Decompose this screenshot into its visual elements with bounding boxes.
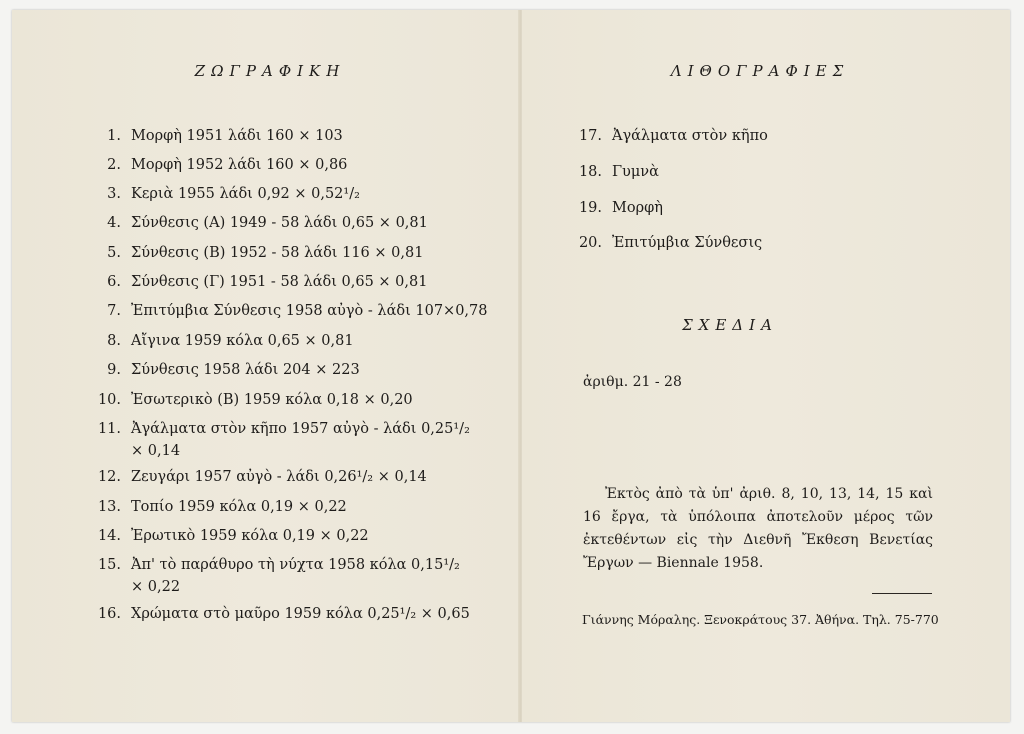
item-text: Ἐπιτύμβια Σύνθεσις [612, 235, 763, 251]
item-text: Κεριὰ 1955 λάδι 0,92 × 0,52¹/₂ [131, 186, 360, 202]
item-number: 15. [97, 557, 121, 573]
item-text: Τοπίο 1959 κόλα 0,19 × 0,22 [131, 499, 347, 515]
right-list-item [578, 232, 763, 254]
item-number: 2. [107, 157, 121, 173]
left-list-item [97, 466, 427, 488]
item-text: Ἀγάλματα στὸν κῆπο 1957 αὐγὸ - λάδι 0,25¹/₂ [131, 421, 470, 437]
item-text: Ζευγάρι 1957 αὐγὸ - λάδι 0,26¹/₂ × 0,14 [131, 469, 427, 485]
left-list-item [107, 183, 360, 205]
item-text: Ἀπ' τὸ παράθυρο τὴ νύχτα 1958 κόλα 0,15¹/₂ [131, 557, 460, 573]
item-number: 3. [107, 186, 121, 202]
item-text: Ἐσωτερικὸ (Β) 1959 κόλα 0,18 × 0,20 [131, 392, 413, 408]
drawings-heading: ΣΧΕΔΙΑ [682, 316, 778, 334]
item-text: Σύνθεσις (Β) 1952 - 58 λάδι 116 × 0,81 [131, 245, 424, 261]
left-list-item [97, 603, 470, 625]
item-text-continuation: × 0,14 [131, 443, 181, 459]
item-text: Σύνθεσις (Α) 1949 - 58 λάδι 0,65 × 0,81 [131, 215, 428, 231]
left-list-item [107, 212, 428, 234]
item-number: 1. [107, 128, 121, 144]
left-list-item [107, 154, 348, 176]
item-number: 4. [107, 215, 121, 231]
item-text: Ἐρωτικὸ 1959 κόλα 0,19 × 0,22 [131, 528, 369, 544]
left-list-item [97, 554, 460, 598]
item-number: 16. [97, 606, 121, 622]
item-number: 6. [107, 274, 121, 290]
item-number: 12. [97, 469, 121, 485]
left-list-item [107, 359, 360, 381]
left-list-item [97, 418, 470, 462]
item-text: Ἐπιτύμβια Σύνθεσις 1958 αὐγὸ - λάδι 107×0,78 [131, 303, 488, 319]
item-number: 9. [107, 362, 121, 378]
drawings-range: ἀριθμ. 21 - 28 [583, 374, 682, 390]
item-text-continuation: × 0,22 [131, 579, 181, 595]
item-number: 13. [97, 499, 121, 515]
item-number: 17. [578, 128, 602, 144]
item-number: 14. [97, 528, 121, 544]
left-list-item [97, 389, 413, 411]
divider-rule [872, 593, 932, 594]
item-text: Μορφὴ [612, 200, 663, 216]
item-text: Μορφὴ 1951 λάδι 160 × 103 [131, 128, 343, 144]
left-list-item [97, 496, 347, 518]
item-text: Ἀγάλματα στὸν κῆπο [612, 128, 768, 144]
item-text: Σύνθεσις 1958 λάδι 204 × 223 [131, 362, 360, 378]
item-number: 5. [107, 245, 121, 261]
item-number: 8. [107, 333, 121, 349]
item-text: Αἴγινα 1959 κόλα 0,65 × 0,81 [131, 333, 354, 349]
artist-address: Γιάννης Μόραλης. Ξενοκράτους 37. Ἀθήνα. Τηλ. 75-770 [582, 612, 939, 627]
left-list-item [107, 330, 354, 352]
left-list-item [107, 271, 428, 293]
lithographs-heading: ΛΙΘΟΓΡΑΦΙΕΣ [670, 62, 850, 80]
item-number: 18. [578, 164, 602, 180]
exhibition-note: Ἐκτὸς ἀπὸ τὰ ὑπ' ἀριθ. 8, 10, 13, 14, 15 καὶ 16 ἔργα, τὰ ὑπόλοιπα ἀποτελοῦν μέρος τῶν ἐκτεθέντων εἰς τὴν Διεθνῆ Ἔκθεση Βενετίας Ἔργων — Biennale 1958. [583, 486, 933, 571]
left-list-item [107, 125, 343, 147]
item-number: 19. [578, 200, 602, 216]
item-text: Γυμνὰ [612, 164, 659, 180]
item-number: 7. [107, 303, 121, 319]
item-text: Μορφὴ 1952 λάδι 160 × 0,86 [131, 157, 348, 173]
right-list-item [578, 125, 768, 147]
right-list-item [578, 197, 663, 219]
left-list-item [107, 300, 488, 322]
left-list-item [107, 242, 424, 264]
item-number: 20. [578, 235, 602, 251]
item-text: Σύνθεσις (Γ) 1951 - 58 λάδι 0,65 × 0,81 [131, 274, 428, 290]
item-number: 10. [97, 392, 121, 408]
item-number: 11. [97, 421, 121, 437]
paintings-heading: ΖΩΓΡΑΦΙΚΗ [194, 62, 346, 80]
item-text: Χρώματα στὸ μαῦρο 1959 κόλα 0,25¹/₂ × 0,65 [131, 606, 470, 622]
right-list-item [578, 161, 659, 183]
left-list-item [97, 525, 369, 547]
